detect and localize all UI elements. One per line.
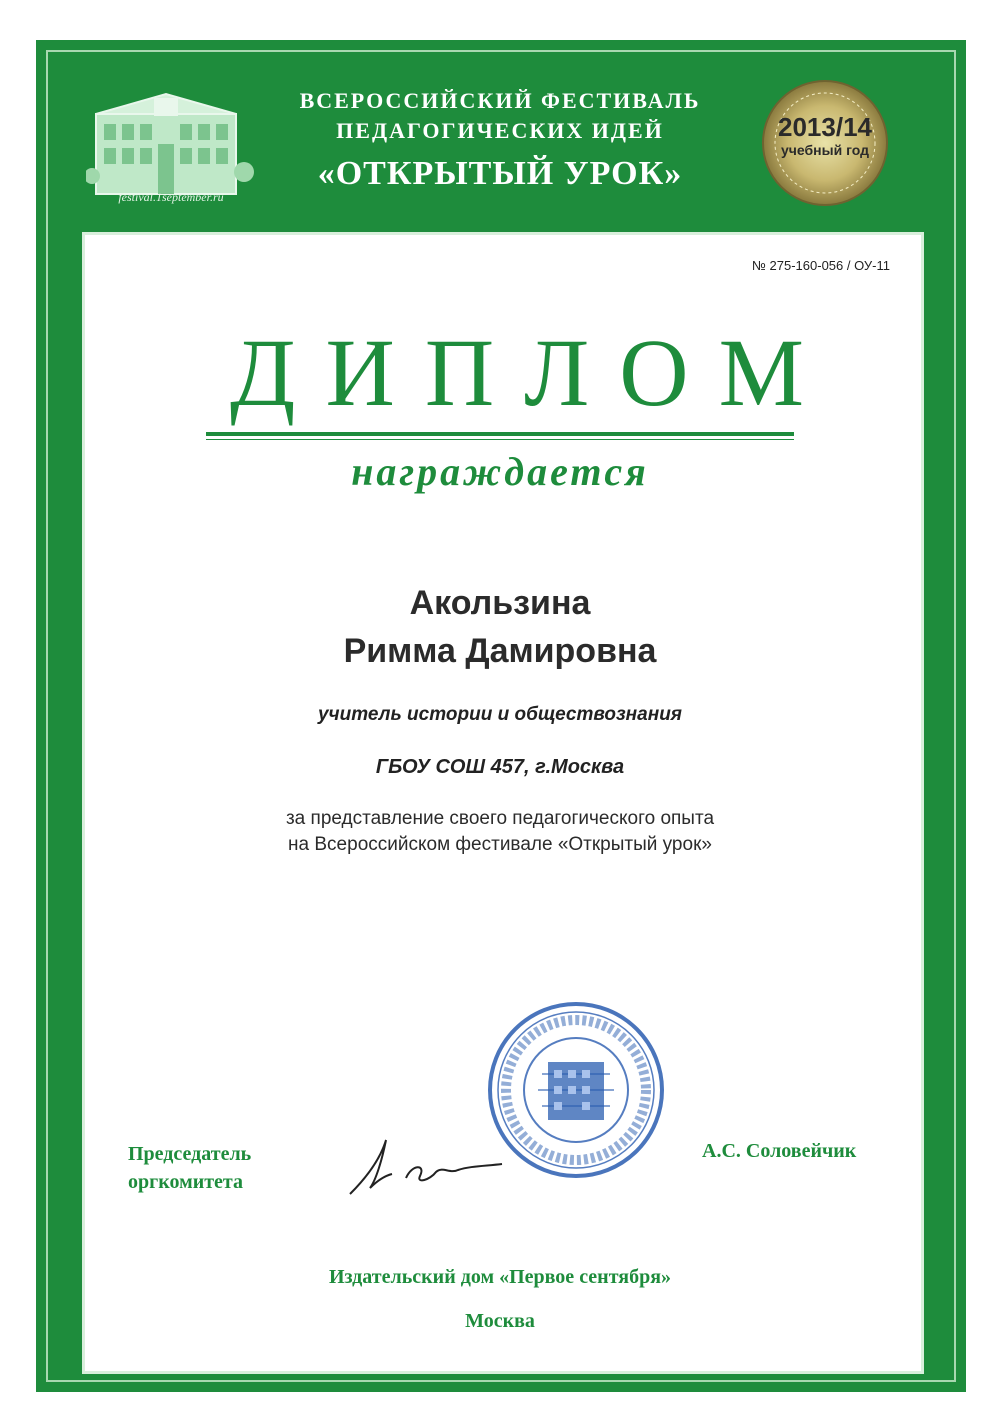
recipient-surname: Акользина (409, 584, 591, 622)
festival-title-line2: ПЕДАГОГИЧЕСКИХ ИДЕЙ (336, 118, 664, 143)
document-number: № 275-160-056 / ОУ-11 (751, 258, 890, 273)
badge-year: 2013/14 (778, 112, 872, 142)
award-reason-line1: за представление своего педагогического опыта (285, 808, 715, 829)
festival-title-line1: ВСЕРОССИЙСКИЙ ФЕСТИВАЛЬ (299, 88, 701, 113)
festival-title (290, 86, 710, 194)
award-reason-line2: на Всероссийском фестивале «Открытый урок» (288, 834, 712, 855)
signature-icon (346, 1130, 506, 1202)
chair-title-line2: оргкомитета (128, 1171, 243, 1193)
recipient-school: ГБОУ СОШ 457, г.Москва (375, 756, 625, 778)
chair-title-line1: Председатель (128, 1143, 252, 1165)
title-rule (206, 432, 794, 436)
chair-name: А.С. Соловейчик (702, 1140, 857, 1162)
awarded-label: награждается (351, 449, 649, 494)
badge-subtitle: учебный год (781, 142, 869, 158)
title-rule-thin (206, 439, 794, 440)
publisher: Издательский дом «Первое сентября» (328, 1266, 672, 1288)
official-stamp-icon (486, 1000, 666, 1180)
publisher-city: Москва (465, 1310, 535, 1332)
diploma-title: ДИПЛОМ (230, 319, 834, 426)
recipient-given-names: Римма Дамировна (343, 632, 657, 670)
recipient-role: учитель истории и обществознания (317, 704, 682, 725)
chair-title (128, 1140, 251, 1196)
logo-url: festival.1september.ru (118, 190, 224, 204)
festival-title-line3: «ОТКРЫТЫЙ УРОК» (317, 155, 683, 192)
